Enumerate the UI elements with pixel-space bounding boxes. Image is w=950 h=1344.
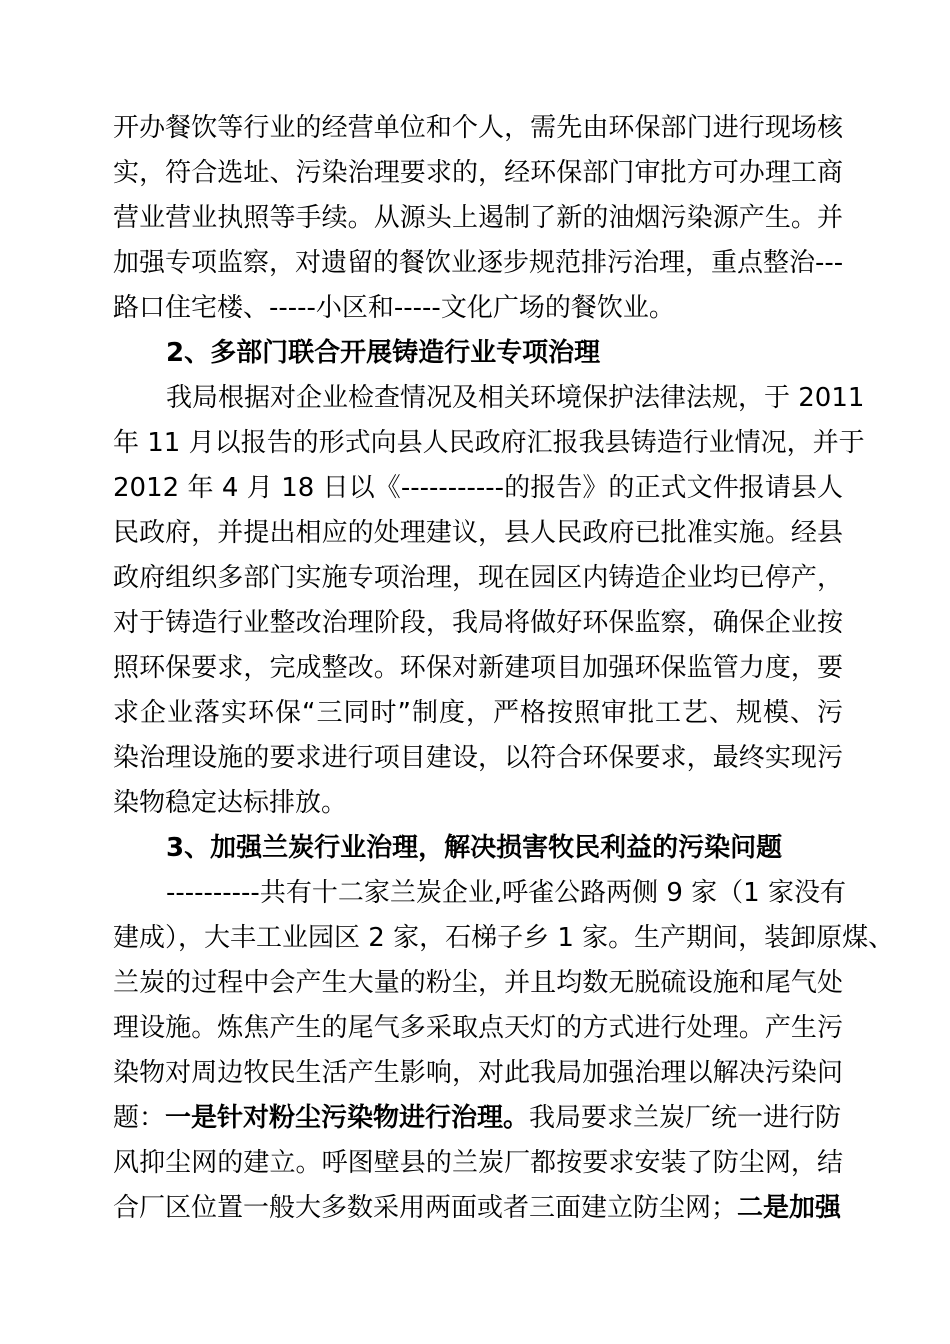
text-line: 建成），大丰工业园区 2 家，石梯子乡 1 家。生产期间，装卸原煤、 bbox=[113, 923, 895, 953]
bold-point-2: 二是加强 bbox=[737, 1193, 842, 1223]
text-line: 求企业落实环保“三同时”制度，严格按照审批工艺、规模、污 bbox=[113, 698, 843, 728]
text-line: 对于铸造行业整改治理阶段，我局将做好环保监察，确保企业按 bbox=[113, 608, 843, 638]
text-line: 风抑尘网的建立。呼图壁县的兰炭厂都按要求安装了防尘网，结 bbox=[113, 1148, 843, 1178]
text-line: 路口住宅楼、-----小区和-----文化广场的餐饮业。 bbox=[113, 293, 675, 323]
text-line: 加强专项监察，对遗留的餐饮业逐步规范排污治理，重点整治--- bbox=[113, 248, 844, 278]
text-line: 我局根据对企业检查情况及相关环境保护法律法规，于 2011 bbox=[166, 383, 865, 413]
text-line: 年 11 月以报告的形式向县人民政府汇报我县铸造行业情况，并于 bbox=[113, 428, 865, 458]
text-line: 理设施。炼焦产生的尾气多采取点天灯的方式进行处理。产生污 bbox=[113, 1013, 843, 1043]
text-line: 政府组织多部门实施专项治理，现在园区内铸造企业均已停产， bbox=[113, 563, 843, 593]
section-heading-3: 3、加强兰炭行业治理，解决损害牧民利益的污染问题 bbox=[166, 833, 783, 863]
text-span: 我局要求兰炭厂统一进行防 bbox=[529, 1103, 842, 1133]
text-line-mixed bbox=[113, 1096, 843, 1141]
text-line: 染物对周边牧民生活产生影响，对此我局加强治理以解决污染问 bbox=[113, 1058, 843, 1088]
text-span: 合厂区位置一般大多数采用两面或者三面建立防尘网； bbox=[113, 1193, 738, 1223]
text-line: 兰炭的过程中会产生大量的粉尘，并且均数无脱硫设施和尾气处 bbox=[113, 968, 843, 998]
text-line: 染治理设施的要求进行项目建设，以符合环保要求，最终实现污 bbox=[113, 743, 843, 773]
text-line: ----------共有十二家兰炭企业,呼雀公路两侧 9 家（1 家没有 bbox=[166, 878, 846, 908]
text-span: 题： bbox=[113, 1103, 166, 1133]
text-line: 实，符合选址、污染治理要求的，经环保部门审批方可办理工商 bbox=[113, 158, 843, 188]
text-line: 2012 年 4 月 18 日以《-----------的报告》的正式文件报请县人 bbox=[113, 473, 843, 503]
text-line: 民政府，并提出相应的处理建议，县人民政府已批准实施。经县 bbox=[113, 518, 843, 548]
text-line: 染物稳定达标排放。 bbox=[113, 788, 348, 818]
text-line-mixed bbox=[113, 1186, 843, 1231]
text-line: 开办餐饮等行业的经营单位和个人，需先由环保部门进行现场核 bbox=[113, 113, 843, 143]
text-line: 照环保要求，完成整改。环保对新建项目加强环保监管力度，要 bbox=[113, 653, 843, 683]
section-heading-2: 2、多部门联合开展铸造行业专项治理 bbox=[166, 338, 601, 368]
bold-point-1: 一是针对粉尘污染物进行治理。 bbox=[165, 1103, 530, 1133]
text-line: 营业营业执照等手续。从源头上遏制了新的油烟污染源产生。并 bbox=[113, 203, 843, 233]
